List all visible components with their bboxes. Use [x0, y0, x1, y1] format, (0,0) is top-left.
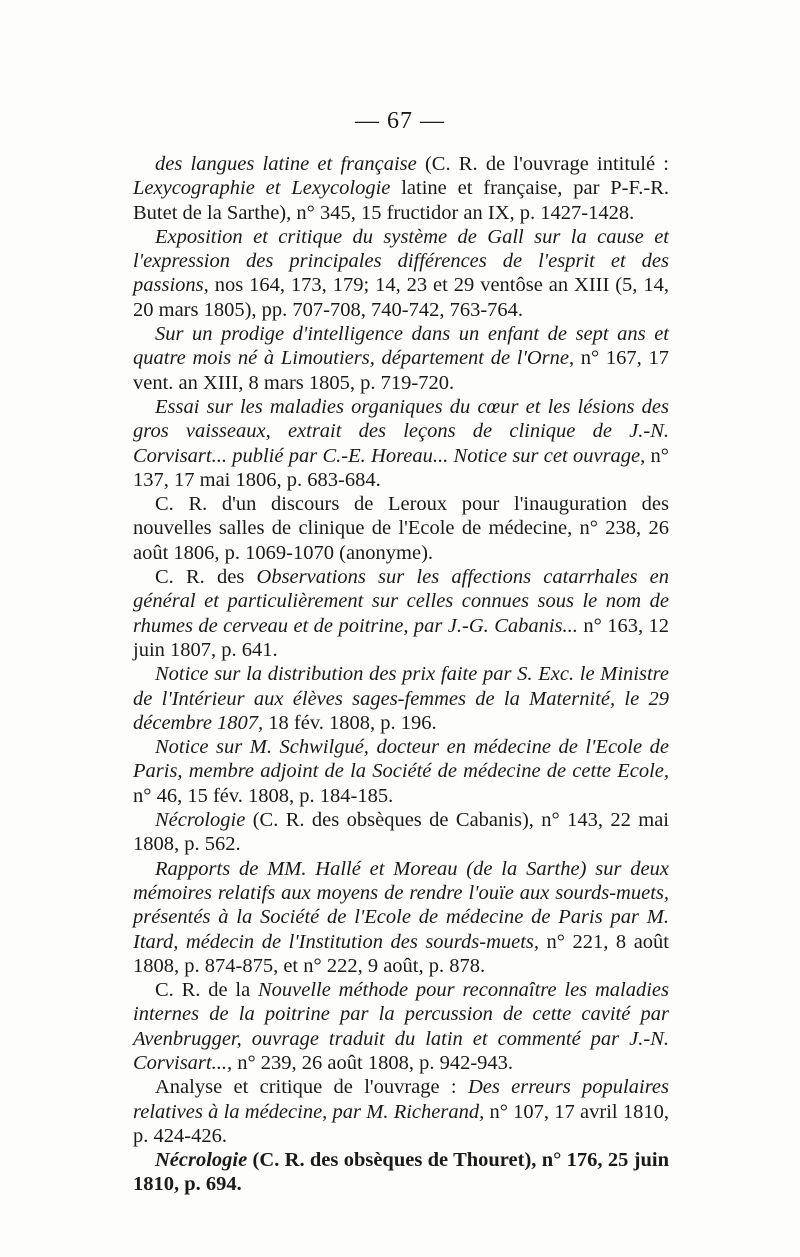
entry-reference-text: C. R. d'un discours de Leroux pour l'inauguration des nouvelles salles de clinique de l'Ecole de médecine, n° 238, 26 août 1806, p. 1069-1070 (anonyme). — [133, 493, 669, 564]
page-number: — 67 — — [355, 108, 445, 134]
entry-reference-text: 18 fév. 1808, p. 196. — [263, 711, 437, 734]
entry-title-text: des langues latine et française — [155, 153, 417, 175]
entry-title-text: Essai sur les maladies organiques du cœur et les lésions des gros vaisseaux, extrait des leçons de clinique de J.-N. Corvisart... publié par C.-E. Horeau... Notice sur cet ouvrage, — [133, 395, 669, 467]
entry-reference-text: Analyse et critique de l'ouvrage : — [155, 1076, 468, 1099]
entry-title-text: Sur un prodige d'intelligence dans un enfant de sept ans et quatre mois né à Limoutiers, département de l'Orne, — [133, 323, 669, 370]
entry-reference-text: latine et française, par P-F.-R. Butet de la Sarthe), n° 345, 15 fructidor an IX, p. 1427-1428. — [133, 177, 669, 224]
entry-reference-text: n° 107, 17 avril 1810, p. 424-426. — [133, 1100, 669, 1147]
entry-reference-text: (C. R. de l'ouvrage intitulé : — [416, 153, 670, 175]
entry-reference-text: n° 163, 12 juin 1807, p. 641. — [133, 614, 669, 661]
entry-title-text: Des erreurs populaires relatives à la médecine, par M. Richerand, — [133, 1076, 669, 1123]
bibliography-entry — [133, 808, 669, 857]
entry-reference-text: n° 221, 8 août 1808, p. 874-875, et n° 222, 9 août, p. 878. — [133, 930, 669, 977]
entry-title-text: Nécrologie — [155, 1149, 248, 1172]
entry-reference-text: C. R. de la — [155, 979, 258, 1002]
bibliography-list — [133, 152, 669, 1197]
bibliography-entry — [133, 395, 669, 492]
entry-title-text: Lexycographie et Lexycologie — [133, 177, 391, 200]
bibliography-entry — [133, 857, 669, 978]
bibliography-entry — [133, 735, 669, 808]
entry-title-text: Nouvelle méthode pour reconnaître les maladies internes de la poitrine par la percussion de cette cavité par Avenbrugger, ouvrage traduit du latin et commenté par J.-N. Corvisart..., — [133, 979, 669, 1074]
entry-reference-text: (C. R. des obsèques de Cabanis), n° 143, 22 mai 1808, p. 562. — [133, 809, 669, 856]
entry-reference-text: n° 137, 17 mai 1806, p. 683-684. — [133, 444, 669, 491]
entry-reference-text: n° 167, 17 vent. an XIII, 8 mars 1805, p. 719-720. — [133, 347, 670, 394]
bibliography-entry — [133, 225, 669, 322]
entry-reference-text: C. R. des — [155, 566, 257, 589]
entry-reference-text: n° 46, 15 fév. 1808, p. 184-185. — [133, 784, 394, 807]
entry-reference-text: (C. R. des obsèques de Thouret), n° 176, 25 juin 1810, p. 694. — [133, 1149, 669, 1196]
entry-title-text: Exposition et critique du système de Gall sur la cause et l'expression des principales différences de l'esprit et des passions, — [133, 225, 669, 297]
bibliography-entry — [133, 1148, 669, 1197]
bibliography-entry — [133, 492, 669, 565]
entry-title-text: Notice sur la distribution des prix faite par S. Exc. le Ministre de l'Intérieur aux élèves sages-femmes de la Maternité, le 29 décembre 1807, — [133, 663, 669, 734]
bibliography-entry — [133, 322, 669, 395]
bibliography-entry — [133, 152, 669, 225]
bibliography-entry — [133, 1075, 669, 1148]
bibliography-entry — [133, 978, 669, 1075]
entry-title-text: Rapports de MM. Hallé et Moreau (de la Sarthe) sur deux mémoires relatifs aux moyens de rendre l'ouïe aux sourds-muets, présentés à la Société de l'Ecole de médecine de Paris par M. Itard, médecin de l'Institution des sourds-muets, — [133, 857, 669, 953]
bibliography-entry — [133, 565, 669, 662]
entry-title-text: Notice sur M. Schwilgué, docteur en médecine de l'Ecole de Paris, membre adjoint de la Société de médecine de cette Ecole, — [133, 736, 669, 783]
entry-reference-text: nos 164, 173, 179; 14, 23 et 29 ventôse an XIII (5, 14, 20 mars 1805), pp. 707-708, 740-742, 763-764. — [133, 274, 669, 321]
entry-reference-text: n° 239, 26 août 1808, p. 942-943. — [232, 1051, 514, 1074]
bibliography-entry — [133, 662, 669, 735]
entry-title-text: Observations sur les affections catarrhales en général et particulièrement sur celles connues sous le nom de rhumes de cerveau et de poitrine, par J.-G. Cabanis... — [133, 566, 669, 637]
entry-title-text: Nécrologie — [155, 809, 246, 832]
